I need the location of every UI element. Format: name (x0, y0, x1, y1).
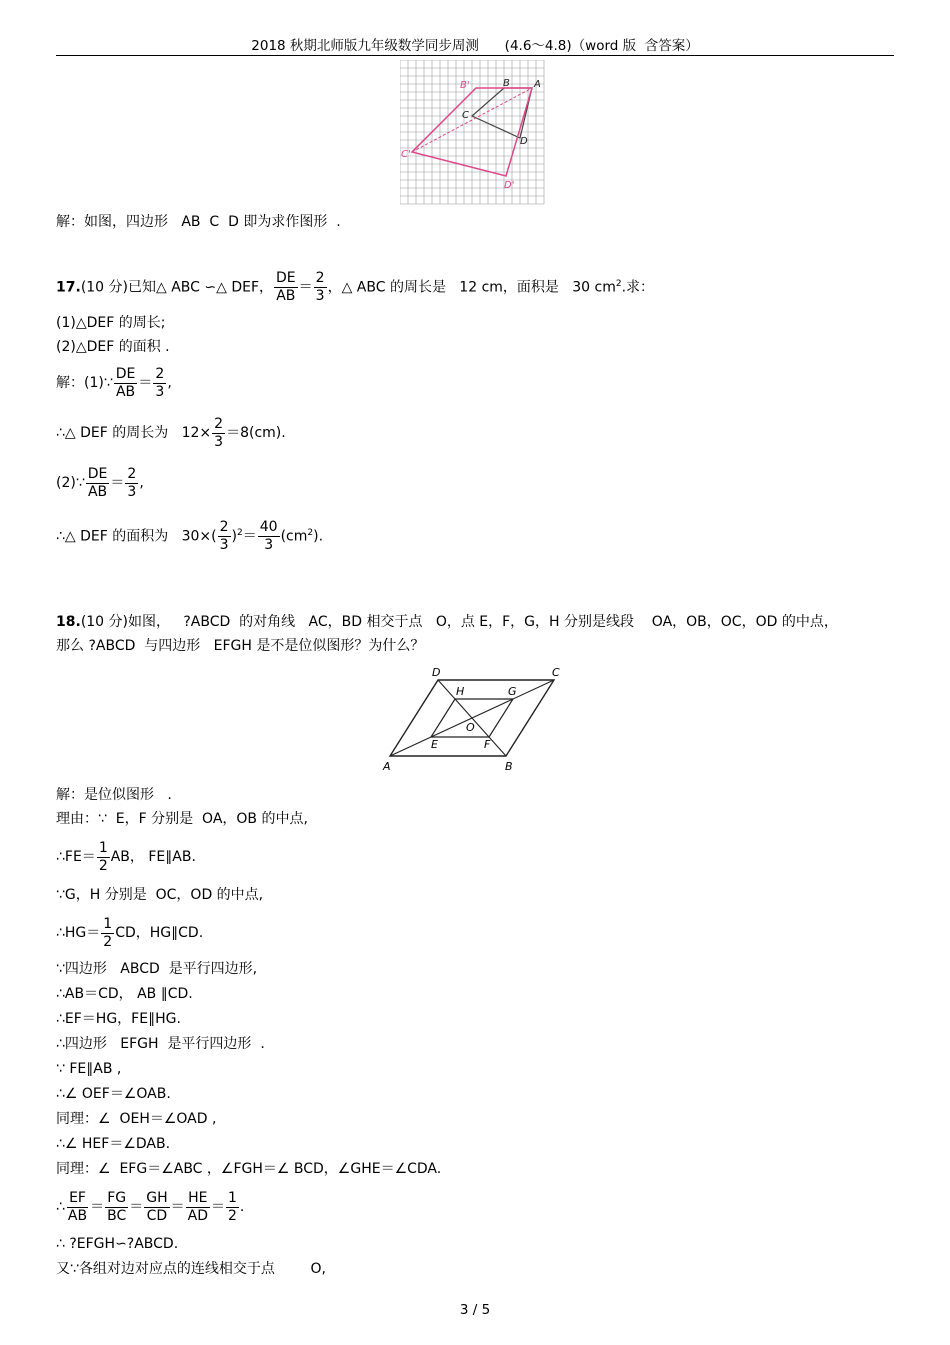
page-number: 3 / 5 (459, 1302, 491, 1318)
label-B1: B' (460, 80, 470, 91)
p18-a7: ∴AB＝CD， AB ∥CD. (56, 986, 193, 1002)
p18-a11: ∴∠ OEF＝∠OAB. (56, 1086, 171, 1102)
parallelogram-figure (380, 664, 570, 774)
p17-s1-frac: $\frac{DE}{AB}$ (115, 365, 136, 400)
p18-a2: 理由：∵ E，F 分别是 OA，OB 的中点, (56, 811, 308, 827)
p17-intro: (10 分)已知△ ABC ∽△ DEF， (80, 279, 274, 296)
p18-a6: ∵四边形 ABCD 是平行四边形, (56, 961, 258, 977)
p18-question-line2: 那么 ?ABCD 与四边形 EFGH 是不是位似图形？为什么？ (56, 638, 425, 654)
p18-a5: ∴HG＝ $\frac{1}{2}$ CD，HG∥CD. (56, 915, 204, 950)
p18-question-line1: 18.(10 分)如图， ?ABCD 的对角线 AC，BD 相交于点 O，点 E，F，G，H 分别是线段 OA，OB，OC，OD 的中点， (56, 614, 838, 630)
label-H: H (456, 685, 465, 698)
label-F: F (484, 738, 491, 751)
p18-a9: ∴四边形 EFGH 是平行四边形 . (56, 1036, 265, 1052)
p17-question: 17.(10 分)已知△ ABC ∽△ DEF， $\frac{DE}{AB}$ ＝ $\frac{2}{3}$ ，△ ABC 的周长是 12 cm，面积是 30 $cm^2$.求： (56, 270, 655, 305)
label-O: O (466, 721, 475, 734)
p17-fraction-two-thirds: $\frac{2}{3}$ (315, 270, 325, 305)
label-C1: C' (401, 149, 411, 160)
page-header: 2018 秋期北师版九年级数学同步周测 (4.6～4.8)（word 版 含答案） (251, 38, 699, 54)
p17-step2: ∴△ DEF 的周长为 12× $\frac{2}{3}$ ＝8(cm). (56, 415, 286, 450)
original-quadrilateral (472, 88, 532, 138)
p17-number: 17. (56, 279, 81, 296)
label-G: G (508, 685, 517, 698)
p16-answer: 解：如图，四边形 AB C D 即为求作图形 . (56, 214, 341, 230)
label-B: B (505, 760, 513, 773)
label-E: E (431, 738, 438, 751)
label-B: B (503, 78, 510, 89)
label-C: C (552, 666, 560, 679)
p18-a14: 同理：∠ EFG＝∠ABC ，∠FGH＝∠ BCD，∠GHE＝∠CDA. (56, 1161, 442, 1177)
p18-a16: ∴ ?EFGH∽?ABCD. (56, 1236, 179, 1252)
header-rule (56, 55, 894, 56)
label-D: D (432, 666, 441, 679)
p18-a13: ∴∠ HEF＝∠DAB. (56, 1136, 171, 1152)
p17-q1: (1)△DEF 的周长; (56, 315, 166, 331)
p17-fraction-de-ab: $\frac{DE}{AB}$ (276, 270, 296, 305)
grid-lines (400, 60, 544, 204)
p18-a8: ∴EF＝HG，FE∥HG. (56, 1011, 181, 1027)
label-C: C (462, 110, 469, 121)
label-A: A (534, 79, 541, 90)
p18-a17: 又∵各组对边对应点的连线相交于点 O, (56, 1261, 326, 1277)
label-D: D (520, 136, 528, 147)
grid-figure (400, 60, 548, 208)
p18-a15: ∴ $\frac{EF}{AB}$ ＝ $\frac{FG}{BC}$ ＝ $\frac{GH}{CD}$ ＝ $\frac{HE}{AD}$ ＝ $\frac{1}{2}$ . (56, 1189, 245, 1224)
p17-q2: (2)△DEF 的面积 . (56, 339, 170, 355)
label-A: A (383, 760, 391, 773)
p18-a4: ∵G，H 分别是 OC，OD 的中点, (56, 887, 264, 903)
p18-a10: ∵ FE∥AB , (56, 1061, 122, 1077)
diagonal-bd (438, 680, 506, 756)
p17-step4: ∴△ DEF 的面积为 30×( $\frac{2}{3}$ )$^2$＝ $\frac{40}{3}$ $(cm^2)$. (56, 519, 324, 554)
p17-step1: 解：(1)∵ $\frac{DE}{AB}$ ＝ $\frac{2}{3}$ , (56, 365, 172, 400)
p17-step3: (2)∵ $\frac{DE}{AB}$ ＝ $\frac{2}{3}$ , (56, 465, 144, 500)
p18-a3: ∴FE＝ $\frac{1}{2}$ AB， FE∥AB. (56, 839, 196, 874)
p18-a12: 同理：∠ OEH＝∠OAD , (56, 1111, 217, 1127)
label-D1: D' (504, 180, 515, 191)
p18-a1: 解：是位似图形 . (56, 787, 172, 803)
